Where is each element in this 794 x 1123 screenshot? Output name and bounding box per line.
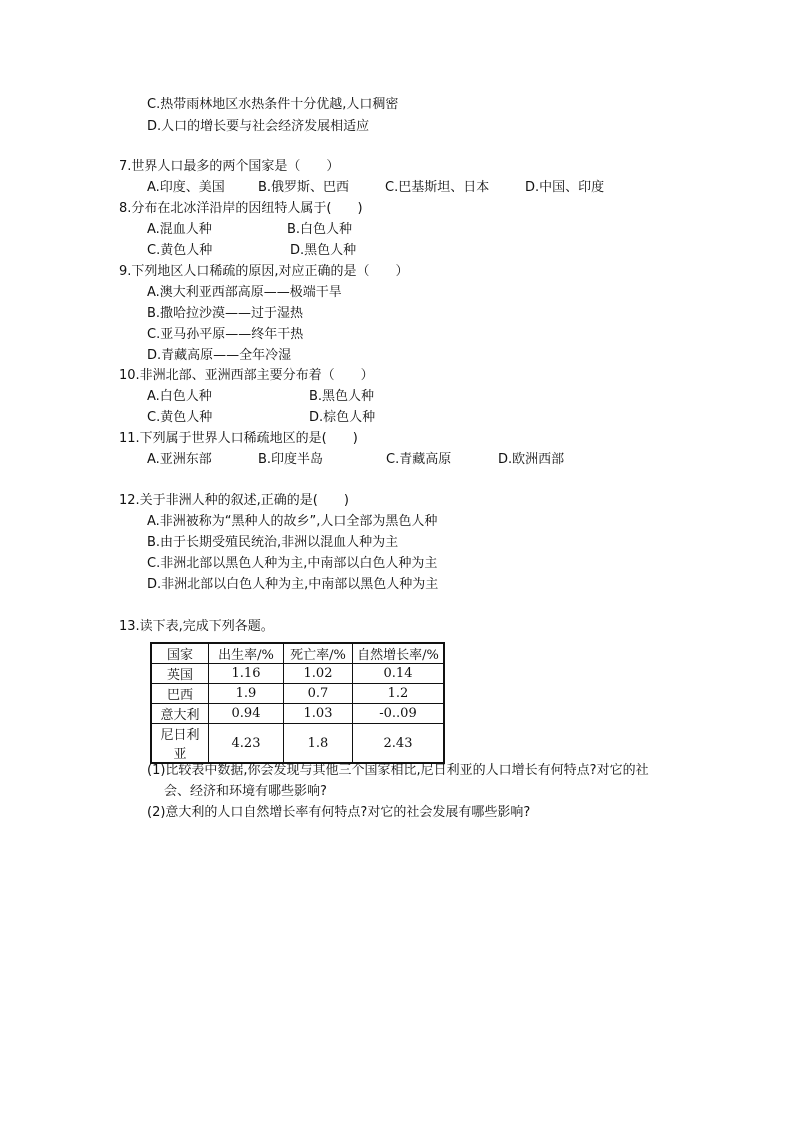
q12-option-c: C.非洲北部以黑色人种为主,中南部以白色人种为主 [147,556,438,571]
table-cell: 1.8 [284,724,353,764]
q12-option-d: D.非洲北部以白色人种为主,中南部以黑色人种为主 [147,577,439,592]
q9-option-b: B.撒哈拉沙漠——过于湿热 [147,306,304,321]
q11-option-a: A.亚洲东部 [147,452,212,467]
q11-option-d: D.欧洲西部 [498,452,565,467]
table-header-cell: 出生率/% [209,643,284,664]
q10-option-b: B.黑色人种 [309,389,375,404]
table-header-cell: 自然增长率/% [353,643,445,664]
q8-option-a: A.混血人种 [147,222,212,237]
table-cell: 1.02 [284,664,353,684]
q10-stem: 10.非洲北部、亚洲西部主要分布着（ ） [119,368,374,383]
q12-option-a: A.非洲被称为“黑种人的故乡”,人口全部为黑色人种 [147,514,438,529]
population-rate-table [150,642,445,764]
q6-option-d: D.人口的增长要与社会经济发展相适应 [147,119,370,134]
q9-option-c: C.亚马孙平原——终年干热 [147,327,304,342]
q10-option-c: C.黄色人种 [147,410,213,425]
table-cell: 0.14 [353,664,445,684]
table-cell: 1.9 [209,684,284,704]
table-row [151,664,444,684]
table-cell: -0..09 [353,704,445,724]
table-cell: 0.94 [209,704,284,724]
table-cell: 巴西 [151,684,209,704]
q7-stem: 7.世界人口最多的两个国家是（ ） [119,159,340,174]
table-cell: 英国 [151,664,209,684]
table-cell: 意大利 [151,704,209,724]
q7-option-c: C.巴基斯坦、日本 [385,180,490,195]
q13-sub1-line1: (1)比较表中数据,你会发现与其他三个国家相比,尼日利亚的人口增长有何特点?对它的社 [147,763,649,778]
q11-option-c: C.青藏高原 [386,452,452,467]
table-cell: 1.2 [353,684,445,704]
table-row [151,724,444,764]
q10-option-d: D.棕色人种 [309,410,376,425]
q9-option-a: A.澳大利亚西部高原——极端干旱 [147,285,342,300]
table-cell: 4.23 [209,724,284,764]
q11-stem: 11.下列属于世界人口稀疏地区的是( ) [119,431,358,446]
table-row [151,704,444,724]
table-cell: 1.16 [209,664,284,684]
q7-option-d: D.中国、印度 [525,180,605,195]
q8-stem: 8.分布在北冰洋沿岸的因纽特人属于( ) [119,201,363,216]
q8-option-c: C.黄色人种 [147,243,213,258]
table-header-cell: 国家 [151,643,209,664]
q12-stem: 12.关于非洲人种的叙述,正确的是( ) [119,493,349,508]
table-header-row [151,643,444,664]
table-cell: 尼日利亚 [151,724,209,764]
q8-option-b: B.白色人种 [287,222,353,237]
q11-option-b: B.印度半岛 [258,452,324,467]
q7-option-a: A.印度、美国 [147,180,225,195]
table-cell: 1.03 [284,704,353,724]
q10-option-a: A.白色人种 [147,389,212,404]
q12-option-b: B.由于长期受殖民统治,非洲以混血人种为主 [147,535,399,550]
q9-option-d: D.青藏高原——全年冷湿 [147,348,292,363]
q6-option-c: C.热带雨林地区水热条件十分优越,人口稠密 [147,97,399,112]
q8-option-d: D.黑色人种 [290,243,357,258]
q13-sub2: (2)意大利的人口自然增长率有何特点?对它的社会发展有哪些影响? [147,805,531,820]
q9-stem: 9.下列地区人口稀疏的原因,对应正确的是（ ） [119,264,409,279]
q13-sub1-line2: 会、经济和环境有哪些影响? [164,784,327,799]
table-header-cell: 死亡率/% [284,643,353,664]
q7-option-b: B.俄罗斯、巴西 [258,180,350,195]
table-cell: 2.43 [353,724,445,764]
table-row [151,684,444,704]
q13-stem: 13.读下表,完成下列各题。 [119,619,274,634]
table-cell: 0.7 [284,684,353,704]
